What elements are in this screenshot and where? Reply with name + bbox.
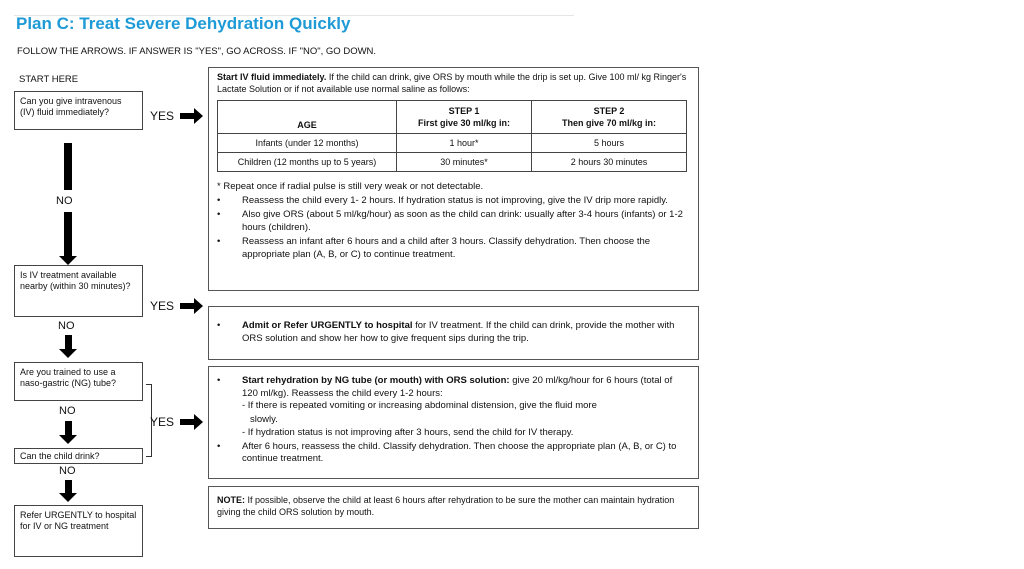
list-item (217, 236, 690, 261)
header-step1 (397, 101, 532, 134)
start-here-label: START HERE (19, 74, 79, 85)
ng-sub-item-2: - If hydration status is not improving after 3 hours, send the child for IV therapy. (242, 427, 574, 438)
right-arrow-2-icon (194, 298, 203, 314)
ng-sub-item-1-cont: slowly. (250, 413, 278, 425)
down-bar-1-bottom (64, 212, 72, 257)
question-ng-trained: Are you trained to use a naso-gastric (NG) tube? (14, 362, 143, 401)
row-step2: 2 hours 30 minutes (532, 153, 687, 172)
bullet-icon: • (217, 236, 221, 247)
no-label-1: NO (56, 195, 73, 207)
yes-label-3: YES (150, 415, 175, 429)
ng-tube-panel (208, 366, 699, 479)
right-arrow-1-icon (194, 108, 203, 124)
iv-fluid-panel (208, 67, 699, 291)
no-label-2: NO (58, 320, 75, 332)
row-step2: 5 hours (532, 134, 687, 153)
bullet-icon: • (217, 320, 221, 331)
table-row (218, 153, 687, 172)
refer-text: for IV treatment. If the child can drink, provide the mother with ORS solution and show her how to give frequent sips during the trip. (242, 320, 675, 344)
bullet-icon: • (217, 209, 221, 220)
yes-label-1: YES (150, 109, 175, 123)
row-step1: 1 hour* (397, 134, 532, 153)
down-arrow-2-shaft (65, 335, 72, 349)
note-bold: NOTE: (217, 495, 245, 505)
question-iv-immediately: Can you give intravenous (IV) fluid immediately? (14, 91, 143, 130)
bullet-icon: • (217, 375, 221, 386)
list-item (217, 195, 690, 208)
header-step1-sub: First give 30 ml/kg in: (417, 118, 511, 128)
ng-bullet-list (217, 375, 690, 400)
header-step2 (532, 101, 687, 134)
header-step2-title: STEP 2 (593, 106, 625, 116)
note-panel (208, 486, 699, 529)
question-child-drink: Can the child drink? (14, 448, 143, 464)
list-item (217, 320, 690, 345)
question-iv-nearby: Is IV treatment available nearby (within 30 minutes)? (14, 265, 143, 317)
ng-text: give 20 ml/kg/hour for 6 hours (total of 120 ml/kg). Reassess the child every 1-2 hours: (242, 375, 673, 399)
iv-dosage-table (217, 100, 687, 172)
refer-bullet-list (217, 320, 690, 345)
bullet-icon: • (217, 194, 221, 206)
refer-panel (208, 306, 699, 360)
header-step1-title: STEP 1 (448, 106, 480, 116)
table-row (218, 134, 687, 153)
down-bar-1-top (64, 143, 72, 190)
row-age: Infants (under 12 months) (218, 134, 397, 153)
refer-bold: Admit or Refer URGENTLY to hospital (242, 320, 413, 331)
down-arrow-3-shaft (65, 421, 72, 435)
list-item (217, 209, 690, 234)
bullet-icon: • (217, 440, 221, 452)
list-item-text: Reassess the child every 1- 2 hours. If hydration status is not improving, give the IV drip more rapidly. (242, 194, 668, 206)
down-arrow-4-icon (59, 493, 77, 502)
instruction-text: FOLLOW THE ARROWS. IF ANSWER IS "YES", GO ACROSS. IF "NO", GO DOWN. (17, 46, 377, 57)
list-item (217, 441, 690, 466)
down-arrow-1-icon (59, 256, 77, 265)
page-title: Plan C: Treat Severe Dehydration Quickly (16, 14, 351, 33)
ng-sub-item-1: - If there is repeated vomiting or increasing abdominal distension, give the fluid more (242, 400, 597, 411)
list-item (217, 375, 690, 400)
right-arrow-3-shaft (180, 419, 194, 425)
iv-bullet-list (217, 195, 690, 262)
right-arrow-3-icon (194, 414, 203, 430)
row-step1: 30 minutes* (397, 153, 532, 172)
no-label-4: NO (59, 465, 76, 477)
yes-label-2: YES (150, 299, 175, 313)
list-item-text: Reassess an infant after 6 hours and a child after 3 hours. Classify dehydration. Then choose the appropriate plan (A, B, or C) to continue treatment. (242, 236, 651, 260)
table-header-row (218, 101, 687, 134)
iv-intro (217, 72, 690, 95)
note-text: If possible, observe the child at least 6 hours after rehydration to be sure the mother can maintain hydration giving the child ORS solution by mouth. (217, 495, 675, 517)
down-arrow-3-icon (59, 435, 77, 444)
iv-intro-bold: Start IV fluid immediately. (217, 72, 327, 82)
list-item-text: After 6 hours, reassess the child. Classify dehydration. Then choose the appropriate plan (A, B, or C) to continue treatment. (242, 440, 677, 464)
header-step2-sub: Then give 70 ml/kg in: (561, 118, 657, 128)
right-arrow-1-shaft (180, 113, 194, 119)
row-age: Children (12 months up to 5 years) (218, 153, 397, 172)
refer-urgently-box: Refer URGENTLY to hospital for IV or NG treatment (14, 505, 143, 557)
list-item-text: Also give ORS (about 5 ml/kg/hour) as soon as the child can drink: usually after 3-4 hours (infants) or 1-2 hours (children). (242, 209, 683, 233)
repeat-note: * Repeat once if radial pulse is still very weak or not detectable. (217, 181, 484, 192)
down-arrow-4-shaft (65, 480, 72, 493)
iv-intro-text: If the child can drink, give ORS by mouth while the drip is set up. Give 100 ml/ kg Ringer's Lactate Solution or if not available use normal saline as follows: (217, 72, 687, 94)
ng-bullet-list-2 (217, 441, 690, 466)
ng-bold: Start rehydration by NG tube (or mouth) with ORS solution: (242, 375, 510, 386)
header-age: AGE (218, 101, 397, 134)
down-arrow-2-icon (59, 349, 77, 358)
right-arrow-2-shaft (180, 303, 194, 309)
no-label-3: NO (59, 405, 76, 417)
